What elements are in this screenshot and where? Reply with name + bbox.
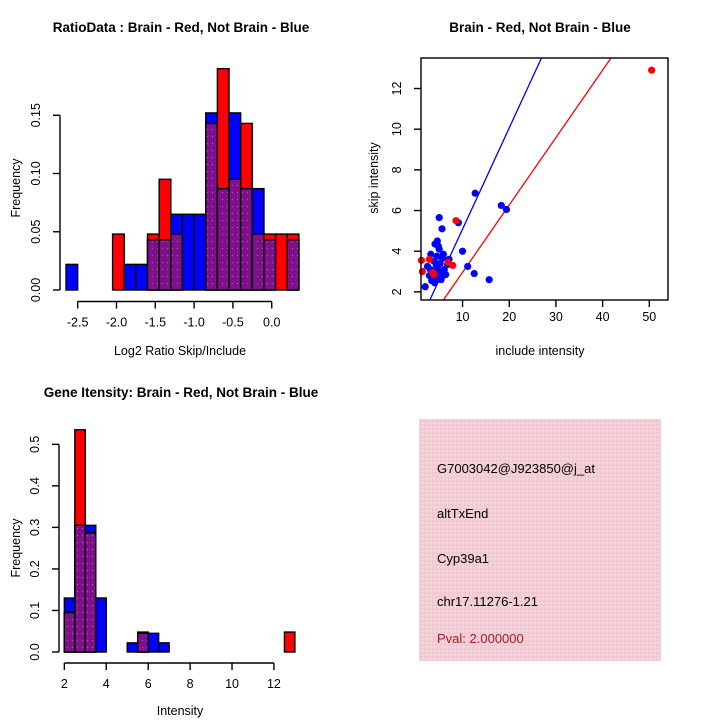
svg-text:0.10: 0.10 xyxy=(29,161,43,186)
svg-text:0.15: 0.15 xyxy=(29,103,43,128)
info-splice-type: altTxEnd xyxy=(437,506,489,521)
svg-text:-0.5: -0.5 xyxy=(222,315,244,330)
svg-text:10: 10 xyxy=(455,310,470,324)
svg-text:-2.5: -2.5 xyxy=(66,315,89,330)
svg-text:30: 30 xyxy=(548,310,563,324)
svg-text:10: 10 xyxy=(225,677,239,691)
svg-text:6: 6 xyxy=(390,207,404,214)
svg-text:0.5: 0.5 xyxy=(28,435,42,454)
info-box xyxy=(419,419,661,661)
svg-text:0.4: 0.4 xyxy=(28,477,42,495)
info-gene-name: Cyp39a1 xyxy=(437,551,490,566)
ratio-histogram-plot xyxy=(29,69,299,330)
intensity-scatter-plot xyxy=(390,58,668,324)
scatter-ylabel: skip intensity xyxy=(367,142,381,214)
svg-text:0.2: 0.2 xyxy=(28,560,42,578)
svg-text:8: 8 xyxy=(186,677,194,691)
ratio-histogram-ylabel: Frequency xyxy=(9,158,23,218)
svg-text:20: 20 xyxy=(502,310,517,324)
info-pval: Pval: 2.000000 xyxy=(437,631,524,646)
svg-text:-1.5: -1.5 xyxy=(144,315,167,330)
info-locus: chr17.11276-1.21 xyxy=(437,594,538,609)
gene-histogram-title: Gene Itensity: Brain - Red, Not Brain - Blue xyxy=(43,385,319,400)
svg-text:40: 40 xyxy=(595,310,610,324)
gene-histogram-ylabel: Frequency xyxy=(9,518,23,578)
svg-text:0.3: 0.3 xyxy=(28,518,42,537)
svg-text:0.1: 0.1 xyxy=(28,601,42,620)
svg-text:12: 12 xyxy=(266,677,281,691)
svg-text:-2.0: -2.0 xyxy=(105,315,128,330)
scatter-title: Brain - Red, Not Brain - Blue xyxy=(449,20,631,35)
svg-text:12: 12 xyxy=(390,81,404,96)
svg-text:4: 4 xyxy=(102,677,110,691)
gene-histogram-plot xyxy=(28,430,295,691)
svg-text:4: 4 xyxy=(390,247,404,255)
svg-text:10: 10 xyxy=(390,122,404,137)
svg-text:2: 2 xyxy=(60,677,68,691)
svg-text:-1.0: -1.0 xyxy=(183,315,205,330)
ratio-histogram-xlabel: Log2 Ratio Skip/Include xyxy=(113,344,247,358)
ratio-histogram-title: RatioData : Brain - Red, Not Brain - Blue xyxy=(52,20,310,35)
svg-text:0.0: 0.0 xyxy=(28,643,42,661)
svg-text:6: 6 xyxy=(144,677,152,691)
svg-text:0.00: 0.00 xyxy=(29,277,43,303)
svg-text:8: 8 xyxy=(390,166,404,174)
svg-text:50: 50 xyxy=(642,310,657,324)
gene-histogram-xlabel: Intensity xyxy=(156,704,204,718)
svg-text:2: 2 xyxy=(390,288,404,296)
svg-text:0.05: 0.05 xyxy=(29,219,43,244)
scatter-xlabel: include intensity xyxy=(495,344,585,358)
info-probe-id: G7003042@J923850@j_at xyxy=(437,461,595,476)
svg-text:0.0: 0.0 xyxy=(263,315,281,330)
